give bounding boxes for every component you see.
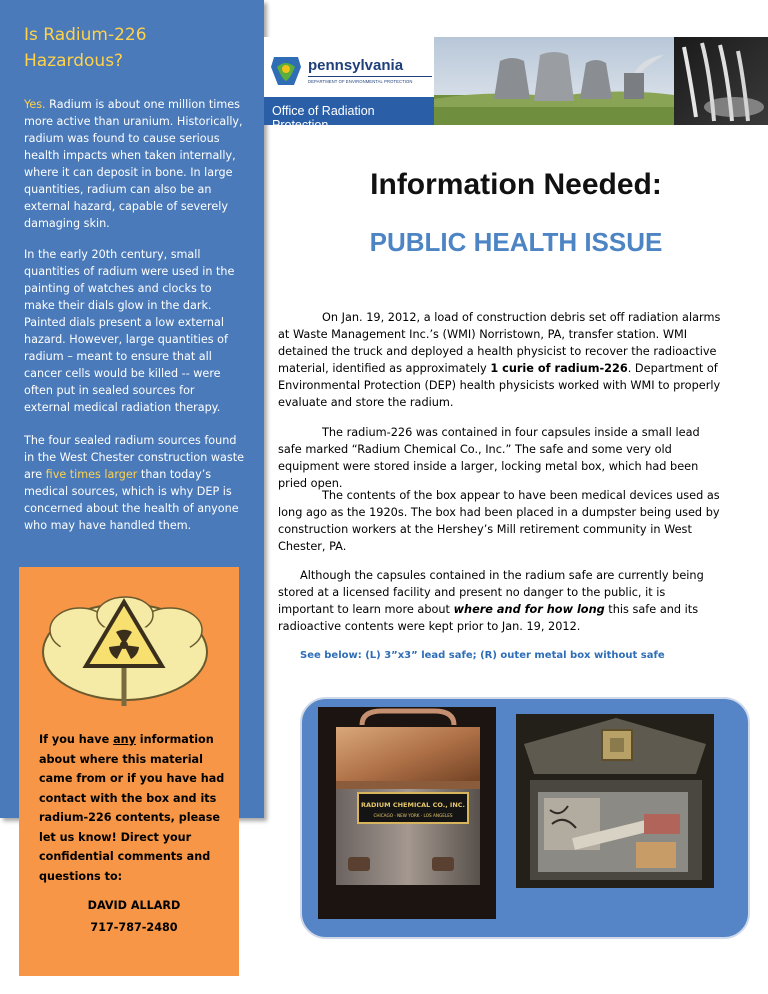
body-p4-b: this safe and its radioactive contents were kept prior to Jan. 19, 2012. [278, 603, 699, 633]
body-p1-b: . Department of Environmental Protection (DEP) health physicists worked with WMI to properly evaluate and store the radium. [278, 362, 721, 409]
body-p1-a: On Jan. 19, 2012, a load of construction debris set off radiation alarms at Waste Management Inc.’s (WMI) Norristown, PA, transfer station. WMI detained the truck and deployed a health physicist to recover the radioactive material, identified as approximately [278, 311, 721, 375]
page-subtitle: PUBLIC HEALTH ISSUE [369, 227, 663, 257]
body-paragraph-3: The contents of the box appear to have been medical devices used as long ago as the 1920s. The box had been placed in a dumpster being used by construction workers at the Hershey’s Mill retirement community in West Chester, PA. [278, 489, 720, 553]
body-paragraph-4 [278, 567, 724, 635]
sidebar-paragraph-3 [24, 432, 244, 534]
sidebar-p3-b: than today’s medical sources, which is why DEP is concerned about the health of anyone who may have handled them. [24, 468, 239, 532]
sidebar-p3-a: The four sealed radium sources found in the West Chester construction waste are [24, 434, 245, 481]
brand-divider [308, 76, 432, 77]
sidebar-p3-highlight: five times larger [45, 468, 138, 481]
pa-brand-name: pennsylvania [308, 57, 404, 74]
metal-box-photo [516, 714, 714, 888]
sidebar-paragraph-1 [24, 96, 244, 232]
callout-text-underlined: any [113, 733, 136, 746]
body-p4-italic: where and for how long [453, 603, 605, 616]
photo-caption: See below: (L) 3”x3” lead safe; (R) outer metal box without safe [300, 650, 665, 661]
keystone-icon [268, 53, 304, 89]
sidebar-p1-text: Radium is about one million times more active than uranium. Historically, radium was found to cause serious health impacts when taken internally, where it can deposit in bone. In large quantities, radium can also be an external hazard, capable of severely damaging skin. [24, 98, 243, 230]
body-p4-a: Although the capsules contained in the radium safe are currently being stored at a licensed facility and present no danger to the public, it is important to learn more about [278, 569, 704, 616]
callout-text-b: information about where this material came from or if you have had contact with the box and its radium-226 contents, please let us know! Direct your confidential comments and questions to: [39, 733, 225, 883]
header-photo-strip [434, 37, 768, 125]
contact-name: DAVID ALLARD [87, 899, 181, 912]
safe-plate-label: RADIUM CHEMICAL CO., INC. [360, 801, 466, 809]
sidebar-yes-label: Yes. [24, 98, 46, 111]
office-title: Office of Radiation Protection [272, 104, 375, 132]
header-banner [264, 37, 768, 132]
contact-phone: 717-787-2480 [90, 921, 178, 934]
callout-text-a: If you have [39, 733, 114, 746]
sidebar-paragraph-2: In the early 20th century, small quantities of radium were used in the painting of watches and clocks to make their dials glow in the dark. Painted dials present a low external hazard. However, large quantities of radium – meant to ensure that all cancer cells would be killed -- were often put in sealed sources for external medical radiation therapy. [24, 248, 235, 414]
office-bar [264, 97, 434, 132]
lead-safe-photo [318, 707, 496, 919]
body-paragraph-1 [278, 309, 724, 411]
sidebar-title: Is Radium-226 Hazardous? [24, 25, 147, 71]
contact-instructions [39, 730, 229, 886]
radiation-hazard-icon [40, 590, 210, 708]
safe-plate-cities: CHICAGO · NEW YORK · LOS ANGELES [373, 813, 453, 818]
page-title: Information Needed: [370, 168, 662, 201]
pa-dep-logo [264, 37, 434, 97]
body-p1-bold: 1 curie of radium-226 [490, 362, 628, 375]
body-paragraph-2: The radium-226 was contained in four capsules inside a small lead safe marked “Radium Chemical Co., Inc.” The safe and some very old equipment were stored inside a larger, locking metal box, which had been pried open. [278, 426, 700, 490]
pa-dept-name: DEPARTMENT OF ENVIRONMENTAL PROTECTION [308, 79, 413, 84]
